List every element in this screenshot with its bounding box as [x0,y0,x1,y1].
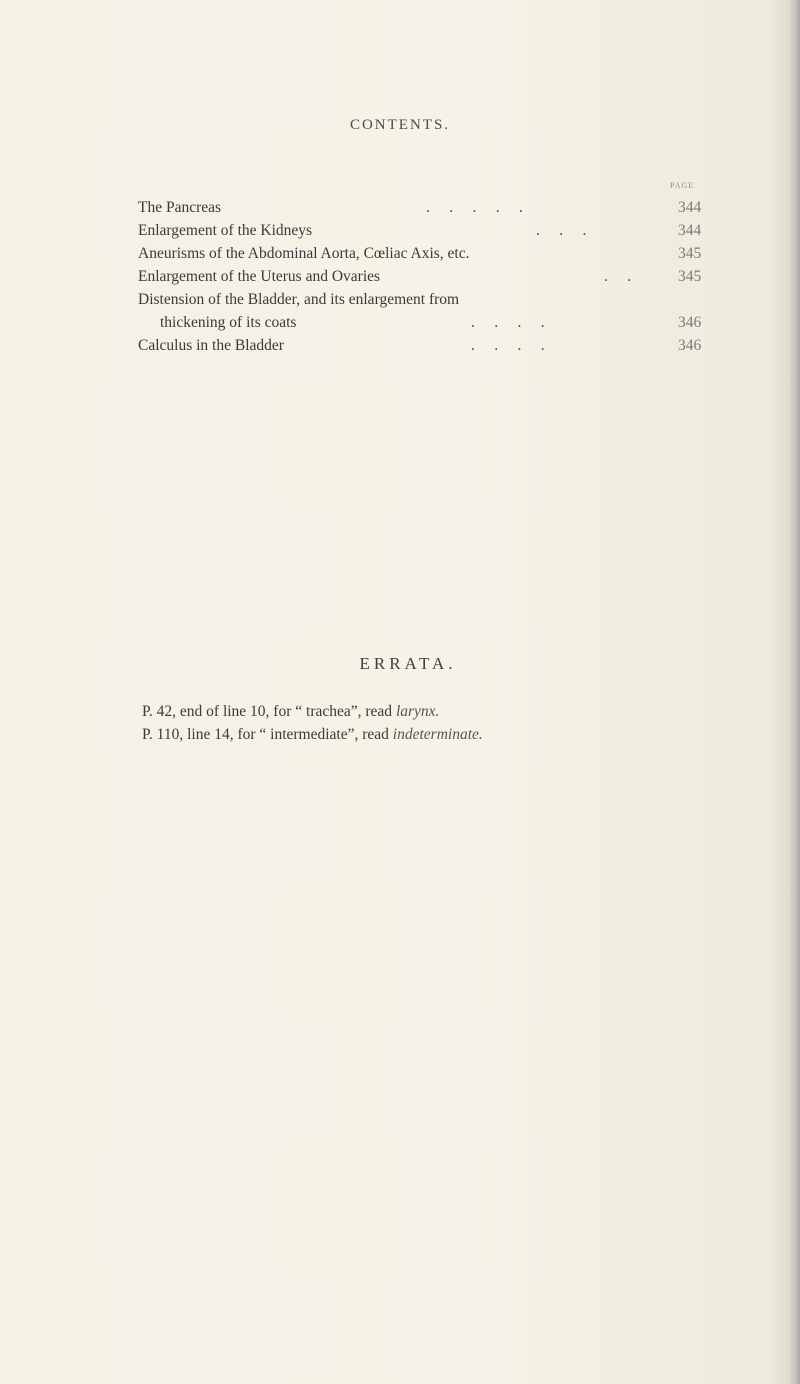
entry-title: Aneurisms of the Abdominal Aorta, Cœliac Axis, etc. [138,245,470,262]
entry-leader: . . . [536,222,587,239]
errata-list [142,700,722,746]
entry-title: Distension of the Bladder, and its enlargement from [138,291,460,308]
contents-entry [138,242,712,265]
entry-page: 344 [678,199,702,216]
errata-text: P. 110, line 14, for “ intermediate”, read [142,726,393,743]
entry-page: 346 [678,314,702,331]
entry-leader: . . . . [471,314,545,331]
contents-list [138,196,712,357]
contents-entry [138,288,712,311]
page-column-label: PAGE [670,181,695,190]
page-edge [790,0,800,1384]
entry-page: 346 [678,337,702,354]
errata-correction: larynx. [395,703,440,720]
errata-text: P. 42, end of line 10, for “ trachea”, read [142,703,396,720]
errata-correction: indeterminate. [392,726,483,743]
errata-line [142,700,722,723]
entry-page: 344 [678,222,702,239]
entry-page: 345 [678,245,702,262]
contents-entry [138,196,712,219]
entry-title: Enlargement of the Kidneys [138,222,313,239]
contents-entry [138,219,712,242]
entry-leader: . . . . [471,337,545,354]
entry-title: The Pancreas [138,199,222,216]
entry-title: Calculus in the Bladder [138,337,284,354]
errata-heading: ERRATA. [359,654,457,673]
errata-line [142,723,722,746]
entry-leader: . . . . . [426,199,523,216]
contents-entry [138,265,712,288]
contents-entry [138,334,712,357]
entry-leader: . . [604,268,632,285]
entry-title: Enlargement of the Uterus and Ovaries [138,268,381,285]
contents-heading: CONTENTS. [349,117,451,133]
entry-title: thickening of its coats [160,314,297,331]
entry-page: 345 [678,268,702,285]
contents-entry [138,311,712,334]
